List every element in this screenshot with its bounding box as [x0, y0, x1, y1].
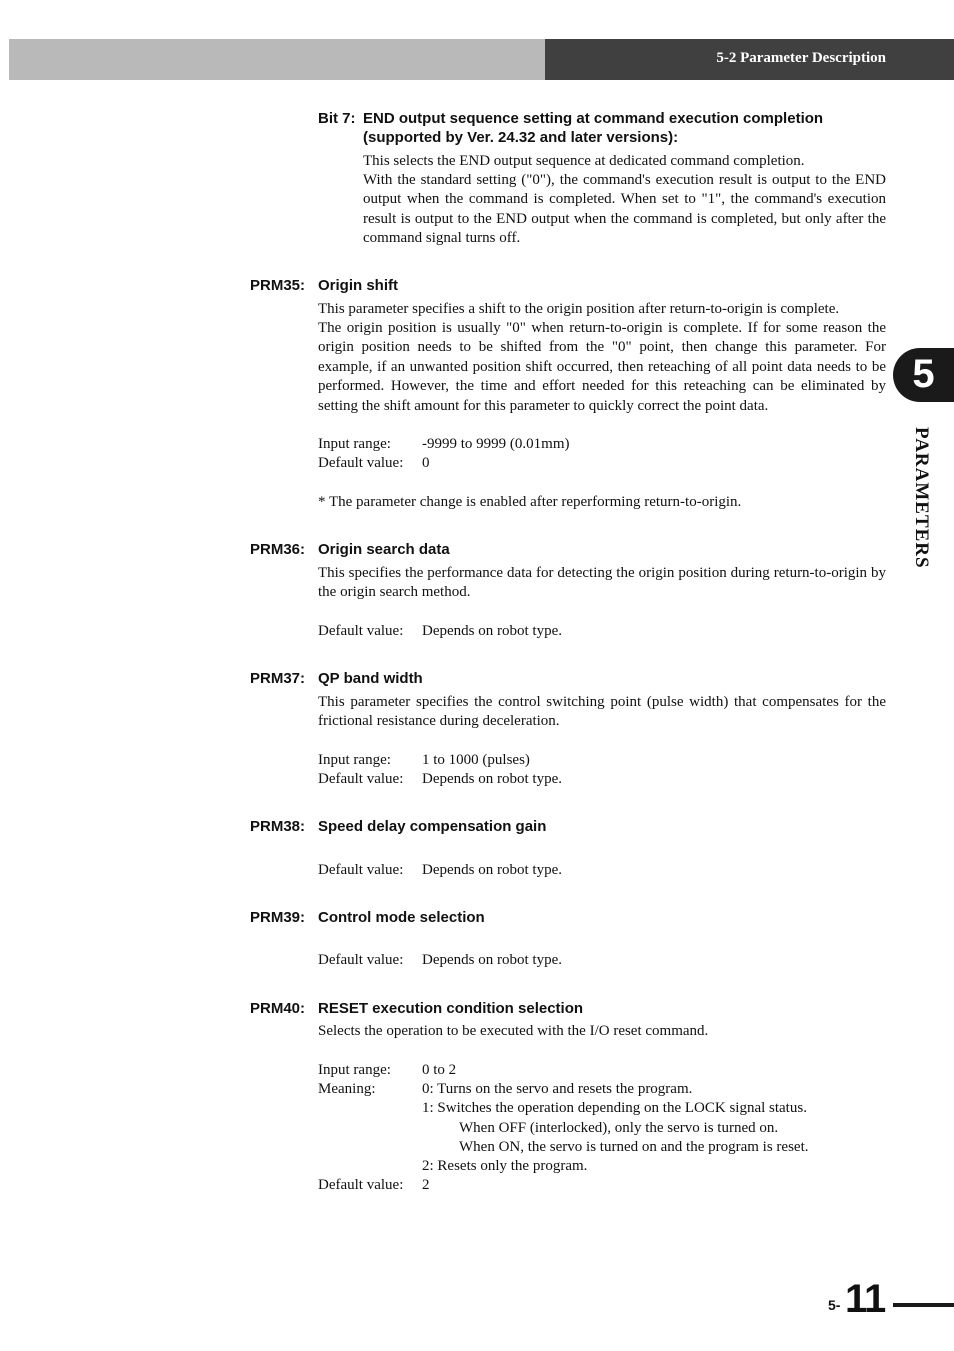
prm40-default-label: Default value:	[318, 1177, 404, 1193]
page-number-prefix: 5-	[828, 1297, 841, 1313]
prm40-meaning-0: 0: Turns on the servo and resets the program.	[422, 1081, 693, 1097]
bit7-label: Bit 7:	[318, 110, 356, 127]
prm36-code: PRM36:	[250, 541, 306, 558]
prm40-meaning-1b: When ON, the servo is turned on and the program is reset.	[459, 1139, 809, 1155]
prm37-code: PRM37:	[250, 670, 306, 687]
prm39-title: Control mode selection	[318, 909, 485, 926]
bit7-title-line2: (supported by Ver. 24.32 and later versions):	[363, 129, 679, 146]
prm36-title: Origin search data	[318, 541, 450, 558]
prm35-body-line1: This parameter specifies a shift to the origin position after return-to-origin is complete.	[318, 301, 840, 317]
page-number: 11	[845, 1277, 886, 1321]
prm39-default-value: Depends on robot type.	[422, 952, 562, 968]
prm35-code: PRM35:	[250, 277, 306, 294]
prm38-default-value: Depends on robot type.	[422, 862, 562, 878]
chapter-label: PARAMETERS	[911, 427, 932, 569]
prm39-code: PRM39:	[250, 909, 306, 926]
prm40-body: Selects the operation to be executed with the I/O reset command.	[318, 1023, 709, 1039]
chapter-tab	[893, 348, 954, 402]
prm36-body: This specifies the performance data for detecting the origin position during return-to-origin by the origin search method.	[318, 565, 886, 601]
prm40-meaning-label: Meaning:	[318, 1081, 376, 1097]
prm35-default-value: 0	[422, 455, 430, 471]
prm37-default-label: Default value:	[318, 771, 404, 787]
prm37-default-value: Depends on robot type.	[422, 771, 562, 787]
prm39-default-label: Default value:	[318, 952, 404, 968]
prm35-default-label: Default value:	[318, 455, 404, 471]
prm40-title: RESET execution condition selection	[318, 1000, 584, 1017]
prm38-title: Speed delay compensation gain	[318, 818, 547, 835]
prm40-code: PRM40:	[250, 1000, 306, 1017]
chapter-number: 5	[912, 352, 935, 396]
prm37-input-value: 1 to 1000 (pulses)	[422, 752, 530, 768]
prm37-body: This parameter specifies the control switching point (pulse width) that compensates for the frictional resistance during deceleration.	[318, 694, 886, 730]
bit7-title-line1: END output sequence setting at command execution completion	[363, 110, 824, 127]
prm35-note: * The parameter change is enabled after reperforming return-to-origin.	[318, 494, 742, 510]
prm40-meaning-1: 1: Switches the operation depending on the LOCK signal status.	[422, 1100, 807, 1116]
prm38-default-label: Default value:	[318, 862, 404, 878]
prm36-default-value: Depends on robot type.	[422, 623, 562, 639]
prm37-input-label: Input range:	[318, 752, 391, 768]
prm40-meaning-1a: When OFF (interlocked), only the servo is turned on.	[459, 1120, 779, 1136]
prm36-default-label: Default value:	[318, 623, 404, 639]
header-bar-right	[545, 39, 954, 80]
section-title: 5-2 Parameter Description	[716, 50, 886, 66]
prm35-body-paragraph: The origin position is usually "0" when return-to-origin is complete. If for some reason the origin position needs to be shifted from the "0" point, then change this parameter. For example, if an unwanted position shift occurred, then reteaching of all point data needs to be performed. However, the time and effort needed for this reteaching can be eliminated by setting the shift amount for this parameter to quickly correct the point data.	[318, 320, 886, 414]
prm40-input-label: Input range:	[318, 1062, 391, 1078]
footer-rule	[893, 1303, 954, 1307]
header-bar-left	[9, 39, 545, 80]
bit7-body-line1: This selects the END output sequence at dedicated command completion.	[363, 153, 805, 169]
prm37-title: QP band width	[318, 670, 423, 687]
prm35-title: Origin shift	[318, 277, 398, 294]
prm35-input-value: -9999 to 9999 (0.01mm)	[422, 436, 570, 452]
prm38-code: PRM38:	[250, 818, 306, 835]
prm40-meaning-2: 2: Resets only the program.	[422, 1158, 588, 1174]
prm40-default-value: 2	[422, 1177, 430, 1193]
bit7-body-paragraph: With the standard setting ("0"), the command's execution result is output to the END output when the command is completed. When set to "1", the command's execution result is output to the END output when the command is completed, but only after the command signal turns off.	[363, 172, 886, 247]
prm35-input-label: Input range:	[318, 436, 391, 452]
prm40-input-value: 0 to 2	[422, 1062, 457, 1078]
